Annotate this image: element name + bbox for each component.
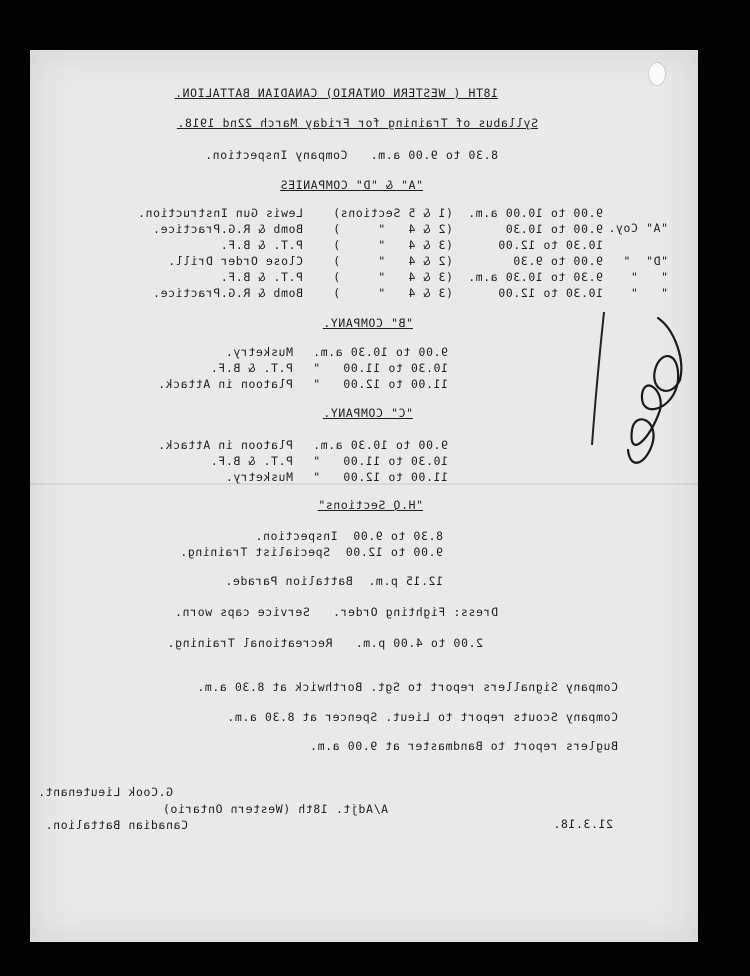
table-row-coy: "A" Coy. [607,221,668,235]
table-row-sections: (3 & 4 " ) [332,238,453,252]
recreation-line: 2.00 to 4.00 p.m. Recreational Training. [167,636,483,650]
b-company-activity: P.T. & B.F. [210,361,293,375]
table-row-coy: " " [630,286,668,300]
b-company-time: 10.30 to 11.00 " [312,361,448,375]
ad-companies-heading: "A" & "D" COMPANIES [280,178,423,192]
b-company-heading: "B" COMPANY. [322,316,413,330]
table-row-sections: (2 & 4 " ) [332,254,453,268]
c-company-time: 9.00 to 10.30 a.m. [312,438,448,452]
c-company-heading: "C" COMPANY. [322,406,413,420]
c-company-activity: Platoon in Attack. [157,438,293,452]
c-company-time: 10.30 to 11.00 " [312,454,448,468]
table-row-activity: Bomb & R.G.Practice. [152,222,303,236]
document-subtitle: Syllabus of Training for Friday March 22nd 1918. [176,116,538,130]
document-title: 18TH ( WESTERN ONTARIO) CANADIAN BATTALION. [174,86,498,100]
table-row-time: 9.00 to 9.30 [512,254,603,268]
c-company-time: 11.00 to 12.00 " [312,470,448,484]
hq-sections-row: 8.30 to 9.00 Inspection. [254,529,443,543]
hq-sections-heading: "H.Q Sections" [317,498,423,512]
report-line: Company Signallers report to Sgt. Borthwick at 8.30 a.m. [196,680,618,694]
table-row-sections: (3 & 4 " ) [332,286,453,300]
document-date: 21.3.18. [552,817,613,831]
table-row-activity: P.T. & B.F. [220,238,303,252]
inspection-line: 8.30 to 9.00 a.m. Company Inspection. [204,148,498,162]
table-row-coy: " " [630,270,668,284]
signature-name: G.Cook Lieutenant. [37,785,173,799]
parade-line: 12.15 p.m. Battalion Parade. [224,574,443,588]
table-row-sections: (2 & 4 " ) [332,222,453,236]
table-row-activity: Lewis Gun Instruction. [137,206,303,220]
c-company-activity: P.T. & B.F. [210,454,293,468]
dress-line: Dress: Fighting Order. Service caps worn. [174,605,498,619]
table-row-sections: (1 & 5 Sections) [332,206,453,220]
b-company-time: 11.00 to 12.00 " [312,377,448,391]
table-row-time: 9.00 to 10.00 a.m. [467,206,603,220]
b-company-activity: Musketry. [225,345,293,359]
table-row-sections: (3 & 4 " ) [332,270,453,284]
table-row-time: 9.00 to 10.30 [505,222,603,236]
table-row-activity: P.T. & B.F. [220,270,303,284]
table-row-time: 10.30 to 12.00 [497,286,603,300]
handwritten-annotation [30,50,698,942]
table-row-activity: Close Order Drill. [167,254,303,268]
table-row-coy: "D" " [622,254,668,268]
report-line: Company Scouts report to Lieut. Spencer at 8.30 a.m. [226,710,618,724]
table-row-time: 9.30 to 10.30 a.m. [467,270,603,284]
c-company-activity: Musketry. [225,470,293,484]
signature-role: A/Adjt. 18th (Western Ontario) [162,802,388,816]
b-company-activity: Platoon in Attack. [157,377,293,391]
table-row-time: 10.30 to 12.00 [497,238,603,252]
report-line: Buglers report to Bandmaster at 9.00 a.m. [309,739,618,753]
b-company-time: 9.00 to 10.30 a.m. [312,345,448,359]
signature-unit: Canadian Battalion. [45,818,188,832]
table-row-activity: Bomb & R.G.Practice. [152,286,303,300]
hq-sections-row: 9.00 to 12.00 Specialist Training. [179,545,443,559]
